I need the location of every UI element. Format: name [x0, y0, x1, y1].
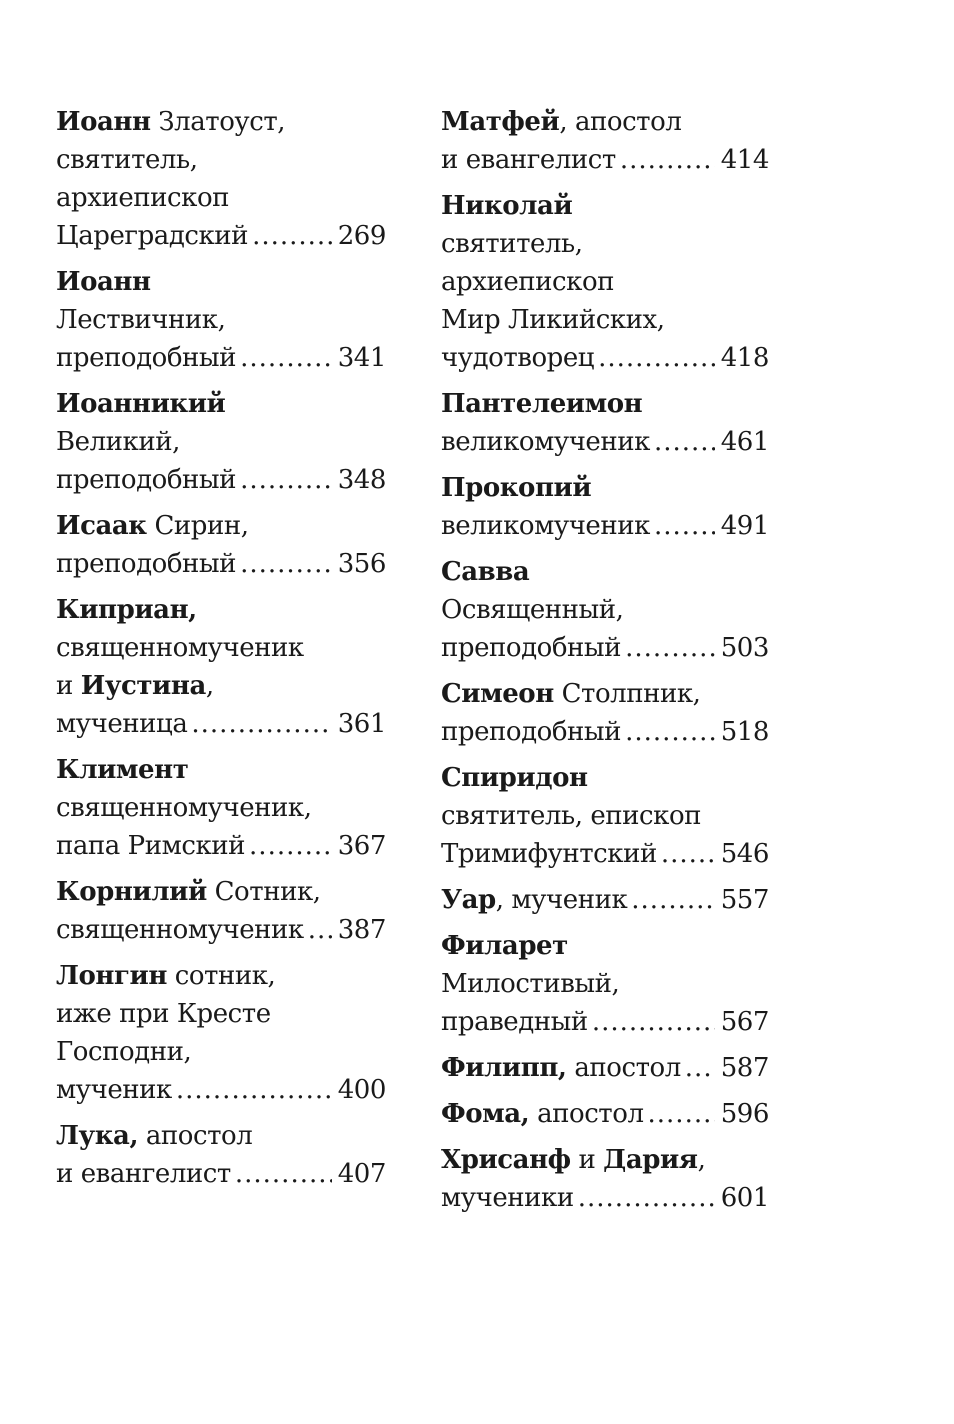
entry-text: ,	[697, 1145, 706, 1175]
entry-line	[56, 179, 386, 217]
page-number[interactable]: 503	[720, 633, 769, 663]
index-column-right	[441, 103, 769, 1225]
index-entry	[56, 385, 386, 499]
saint-name: Филипп,	[441, 1053, 567, 1083]
entry-text: священномученик,	[56, 793, 312, 823]
entry-line	[441, 225, 769, 263]
entry-line-text	[441, 267, 614, 297]
entry-text: преподобный	[441, 717, 622, 747]
entry-line	[56, 217, 386, 255]
entry-line	[441, 339, 769, 377]
index-entry	[56, 1117, 386, 1193]
entry-line-text	[56, 999, 271, 1029]
index-entry	[441, 103, 769, 179]
entry-text: Тримифунтский	[441, 839, 657, 869]
entry-line	[56, 461, 386, 499]
index-entry	[441, 881, 769, 919]
entry-line	[441, 1003, 769, 1041]
page-number[interactable]: 557	[720, 885, 769, 915]
saint-name: Исаак	[56, 511, 147, 541]
page-number[interactable]: 546	[720, 839, 769, 869]
entry-line	[56, 1033, 386, 1071]
entry-text: Сотник,	[206, 877, 321, 907]
entry-line-text	[56, 961, 275, 991]
entry-line	[441, 1095, 769, 1133]
index-entry	[56, 263, 386, 377]
page-number[interactable]: 414	[720, 145, 769, 175]
entry-line	[441, 301, 769, 339]
entry-line	[441, 385, 769, 423]
saint-name: Матфей	[441, 107, 560, 137]
index-entry	[56, 591, 386, 743]
dot-leader	[176, 1071, 332, 1109]
index-entry	[441, 1095, 769, 1133]
entry-text: и	[570, 1145, 604, 1175]
entry-line-text	[56, 107, 285, 137]
entry-text: святитель,	[56, 145, 198, 175]
entry-line-text	[441, 107, 681, 137]
entry-line	[441, 629, 769, 667]
entry-text: апостол	[529, 1099, 644, 1129]
dot-leader	[578, 1179, 715, 1217]
entry-text: апостол	[566, 1053, 681, 1083]
entry-line-text	[56, 305, 225, 335]
entry-line	[56, 751, 386, 789]
dot-leader	[654, 423, 715, 461]
entry-line-text	[56, 145, 198, 175]
dot-leader	[648, 1095, 715, 1133]
entry-text: Цареградский	[56, 221, 249, 251]
dot-leader	[625, 629, 715, 667]
saint-name: Фома,	[441, 1099, 530, 1129]
entry-text: ,	[205, 671, 214, 701]
dot-leader	[598, 339, 715, 377]
entry-line-text	[56, 267, 151, 297]
saint-name: Филарет	[441, 931, 568, 961]
entry-line-text	[56, 511, 249, 541]
entry-line-text	[441, 389, 642, 419]
index-entry	[441, 675, 769, 751]
index-entry	[441, 385, 769, 461]
entry-line-text	[441, 1049, 681, 1087]
entry-line-text	[56, 1121, 252, 1151]
entry-text: Мир Ликийских,	[441, 305, 665, 335]
dot-leader	[252, 217, 332, 255]
entry-line-text	[56, 633, 304, 663]
entry-line	[441, 469, 769, 507]
entry-text: и евангелист	[441, 145, 616, 175]
entry-line	[56, 545, 386, 583]
entry-line-text	[441, 969, 619, 999]
entry-line-text	[56, 1071, 172, 1109]
entry-line-text	[56, 545, 236, 583]
entry-line	[441, 103, 769, 141]
entry-line-text	[441, 191, 572, 221]
entry-text: Освященный,	[441, 595, 624, 625]
index-entry	[56, 957, 386, 1109]
index-entry	[441, 187, 769, 377]
entry-line	[56, 995, 386, 1033]
dot-leader	[240, 461, 332, 499]
dot-leader	[631, 881, 714, 919]
saint-name: Иоанникий	[56, 389, 226, 419]
entry-line-text	[441, 629, 621, 667]
entry-line	[441, 1179, 769, 1217]
entry-text: священномученик	[56, 633, 304, 663]
entry-line	[441, 423, 769, 461]
saint-name: Киприан,	[56, 595, 197, 625]
entry-line-text	[441, 1003, 588, 1041]
entry-line	[56, 591, 386, 629]
entry-text: великомученик	[441, 511, 650, 541]
entry-line	[56, 423, 386, 461]
entry-text: преподобный	[56, 549, 237, 579]
page-number[interactable]: 341	[337, 343, 386, 373]
entry-line-text	[56, 461, 236, 499]
saint-name: Симеон	[441, 679, 554, 709]
page-number[interactable]: 491	[720, 511, 769, 541]
entry-text: папа Римский	[56, 831, 246, 861]
entry-line-text	[56, 1037, 191, 1067]
entry-line-text	[441, 305, 665, 335]
entry-line-text	[56, 389, 225, 419]
entry-line	[56, 1071, 386, 1109]
saint-name: Спиридон	[441, 763, 588, 793]
page-number[interactable]: 587	[720, 1053, 769, 1083]
entry-text: мученик	[56, 1075, 172, 1105]
page-number[interactable]: 567	[720, 1007, 769, 1037]
page-number[interactable]: 461	[720, 427, 769, 457]
entry-line	[56, 667, 386, 705]
dot-leader	[620, 141, 715, 179]
entry-text: святитель,	[441, 229, 583, 259]
entry-line-text	[441, 339, 594, 377]
entry-line	[441, 187, 769, 225]
dot-leader	[654, 507, 715, 545]
entry-line-text	[441, 141, 616, 179]
saint-name: Лука,	[56, 1121, 139, 1151]
entry-text: преподобный	[56, 465, 237, 495]
page-number[interactable]: 367	[337, 831, 386, 861]
entry-text: мученица	[56, 709, 188, 739]
saint-name: Хрисанф	[441, 1145, 571, 1175]
entry-text: Милостивый,	[441, 969, 620, 999]
page-number[interactable]: 601	[720, 1183, 769, 1213]
saint-name: Дария	[603, 1145, 698, 1175]
entry-line-text	[56, 217, 248, 255]
entry-text: Златоуст,	[150, 107, 286, 137]
page-number[interactable]: 400	[337, 1075, 386, 1105]
index-entry	[441, 553, 769, 667]
page-number[interactable]: 361	[337, 709, 386, 739]
entry-text: сотник,	[166, 961, 276, 991]
entry-text: Лествичник,	[56, 305, 226, 335]
saint-name: Иустина	[80, 671, 206, 701]
entry-line	[56, 957, 386, 995]
entry-line-text	[441, 1095, 644, 1133]
entry-line	[441, 507, 769, 545]
dot-leader	[240, 339, 332, 377]
page-number[interactable]: 596	[720, 1099, 769, 1129]
entry-line	[56, 103, 386, 141]
entry-line	[441, 553, 769, 591]
entry-text: святитель, епископ	[441, 801, 702, 831]
entry-line-text	[56, 827, 245, 865]
dot-leader	[235, 1155, 332, 1193]
page-number[interactable]: 348	[337, 465, 386, 495]
page-number[interactable]: 387	[337, 915, 386, 945]
entry-line	[56, 1155, 386, 1193]
entry-line-text	[56, 877, 321, 907]
entry-line	[56, 789, 386, 827]
dot-leader	[661, 835, 715, 873]
dot-leader	[592, 1003, 715, 1041]
saint-name: Корнилий	[56, 877, 207, 907]
page-number[interactable]: 518	[720, 717, 769, 747]
entry-line-text	[56, 671, 214, 701]
entry-line	[56, 385, 386, 423]
page-number[interactable]: 356	[337, 549, 386, 579]
entry-line-text	[441, 835, 657, 873]
index-entry	[441, 1141, 769, 1217]
entry-line	[441, 141, 769, 179]
dot-leader	[685, 1049, 715, 1087]
index-entry	[56, 751, 386, 865]
page-number[interactable]: 269	[337, 221, 386, 251]
index-entry	[441, 469, 769, 545]
entry-line	[441, 263, 769, 301]
entry-text: великомученик	[441, 427, 650, 457]
entry-line-text	[441, 881, 627, 919]
entry-line	[56, 507, 386, 545]
entry-line-text	[441, 229, 583, 259]
entry-line-text	[441, 801, 701, 831]
index-entry	[56, 507, 386, 583]
entry-text: , мученик	[495, 885, 628, 915]
entry-line	[56, 339, 386, 377]
dot-leader	[240, 545, 332, 583]
entry-text: священномученик	[56, 915, 304, 945]
entry-line	[56, 1117, 386, 1155]
saint-name: Лонгин	[56, 961, 167, 991]
entry-text: архиепископ	[441, 267, 615, 297]
page-number[interactable]: 407	[337, 1159, 386, 1189]
entry-line	[56, 705, 386, 743]
entry-text: архиепископ	[56, 183, 230, 213]
saint-name: Иоанн	[56, 267, 151, 297]
dot-leader	[308, 911, 332, 949]
saint-name: Савва	[441, 557, 530, 587]
entry-line	[441, 759, 769, 797]
entry-line	[441, 927, 769, 965]
entry-line	[56, 301, 386, 339]
saint-name: Николай	[441, 191, 573, 221]
entry-line	[441, 713, 769, 751]
entry-text: Господни,	[56, 1037, 192, 1067]
entry-text: апостол	[138, 1121, 253, 1151]
entry-line-text	[56, 183, 229, 213]
index-entry	[441, 759, 769, 873]
entry-line-text	[441, 473, 591, 503]
entry-line-text	[56, 339, 236, 377]
entry-line	[441, 835, 769, 873]
entry-text: преподобный	[441, 633, 622, 663]
entry-line-text	[441, 595, 623, 625]
entry-text: Великий,	[56, 427, 180, 457]
entry-text: чудотворец	[441, 343, 595, 373]
entry-line-text	[441, 1179, 574, 1217]
saint-name: Уар	[441, 885, 496, 915]
entry-line	[56, 827, 386, 865]
entry-line-text	[56, 427, 180, 457]
entry-line-text	[56, 595, 197, 625]
entry-text: и евангелист	[56, 1159, 231, 1189]
entry-line-text	[56, 705, 187, 743]
saint-name: Климент	[56, 755, 189, 785]
entry-text: и	[56, 671, 81, 701]
index-entry	[56, 103, 386, 255]
entry-line	[441, 675, 769, 713]
entry-line	[56, 629, 386, 667]
entry-text: иже при Кресте	[56, 999, 271, 1029]
entry-line-text	[441, 557, 529, 587]
entry-line	[441, 965, 769, 1003]
entry-text: , апостол	[559, 107, 682, 137]
entry-line-text	[441, 1145, 705, 1175]
index-entry	[56, 873, 386, 949]
entry-line-text	[441, 679, 701, 709]
entry-line-text	[441, 423, 650, 461]
entry-text: праведный	[441, 1007, 588, 1037]
entry-line-text	[441, 763, 588, 793]
entry-line-text	[56, 793, 312, 823]
entry-text: Сирин,	[146, 511, 249, 541]
index-column-left	[56, 103, 386, 1201]
entry-line	[441, 881, 769, 919]
entry-line	[441, 1049, 769, 1087]
entry-line	[441, 797, 769, 835]
entry-line	[56, 911, 386, 949]
saint-name: Пантелеимон	[441, 389, 643, 419]
dot-leader	[625, 713, 715, 751]
entry-text: преподобный	[56, 343, 237, 373]
entry-line	[56, 141, 386, 179]
page-number[interactable]: 418	[720, 343, 769, 373]
entry-line	[441, 1141, 769, 1179]
entry-line	[441, 591, 769, 629]
entry-line	[56, 263, 386, 301]
entry-line-text	[56, 911, 304, 949]
entry-text: мученики	[441, 1183, 574, 1213]
entry-line	[56, 873, 386, 911]
dot-leader	[191, 705, 331, 743]
entry-line-text	[441, 931, 568, 961]
dot-leader	[249, 827, 332, 865]
entry-line-text	[56, 1155, 231, 1193]
entry-line-text	[441, 713, 621, 751]
entry-line-text	[441, 507, 650, 545]
entry-line-text	[56, 755, 188, 785]
index-entry	[441, 1049, 769, 1087]
saint-name: Иоанн	[56, 107, 151, 137]
index-entry	[441, 927, 769, 1041]
entry-text: Столпник,	[553, 679, 701, 709]
saint-name: Прокопий	[441, 473, 592, 503]
